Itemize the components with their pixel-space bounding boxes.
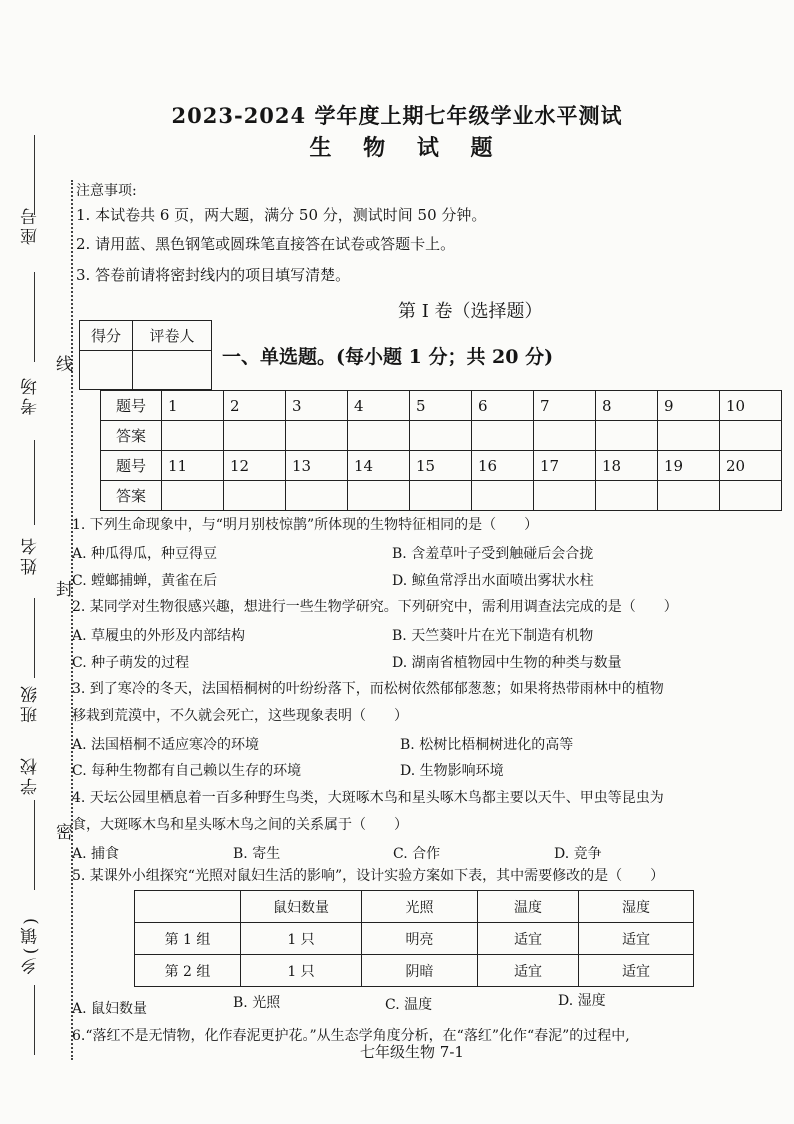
grid-qnum: 20 bbox=[720, 451, 782, 481]
notice-item-2: 2. 请用蓝、黑色钢笔或圆珠笔直接答在试卷或答题卡上。 bbox=[76, 235, 456, 253]
exp-cell: 明亮 bbox=[362, 923, 478, 955]
grid-qnum: 6 bbox=[472, 391, 534, 421]
answer-cell[interactable] bbox=[162, 481, 224, 511]
name-rule bbox=[34, 440, 35, 525]
question-4-line-2: 食，大斑啄木鸟和星头啄木鸟之间的关系属于（ ） bbox=[72, 817, 408, 833]
question-3-line-2: 移栽到荒漠中，不久就会死亡，这些现象表明（ ） bbox=[72, 708, 408, 724]
answer-cell[interactable] bbox=[658, 421, 720, 451]
grid-answer-row-1 bbox=[101, 421, 782, 451]
q3-option-c: C. 每种生物都有自己赖以生存的环境 bbox=[72, 763, 302, 779]
exp-header: 温度 bbox=[478, 891, 579, 923]
answer-cell[interactable] bbox=[534, 481, 596, 511]
grid-qnum: 1 bbox=[162, 391, 224, 421]
exp-header: 湿度 bbox=[579, 891, 694, 923]
exp-cell: 第 1 组 bbox=[135, 923, 241, 955]
q1-option-b: B. 含羞草叶子受到触碰后会合拢 bbox=[392, 546, 594, 562]
experiment-row bbox=[135, 955, 694, 987]
grid-qnum: 17 bbox=[534, 451, 596, 481]
q2-option-b: B. 天竺葵叶片在光下制造有机物 bbox=[392, 628, 594, 644]
grader-label: 评卷人 bbox=[133, 321, 212, 351]
grid-qnum: 14 bbox=[348, 451, 410, 481]
grid-alabel: 答案 bbox=[101, 481, 162, 511]
question-3-line-1: 3. 到了寒冷的冬天，法国梧桐树的叶纷纷落下，而松树依然郁郁葱葱；如果将热带雨林中的植物 bbox=[72, 681, 664, 697]
q2-option-d: D. 湖南省植物园中生物的种类与数量 bbox=[392, 655, 622, 671]
exp-header: 鼠妇数量 bbox=[241, 891, 362, 923]
answer-cell[interactable] bbox=[596, 421, 658, 451]
score-cell[interactable] bbox=[80, 351, 133, 390]
answer-cell[interactable] bbox=[658, 481, 720, 511]
answer-cell[interactable] bbox=[162, 421, 224, 451]
grid-qnum-row-1 bbox=[101, 391, 782, 421]
exp-cell: 1 只 bbox=[241, 955, 362, 987]
grid-qnum: 7 bbox=[534, 391, 596, 421]
seat-label: 座号 bbox=[21, 205, 41, 245]
grader-cell[interactable] bbox=[133, 351, 212, 390]
grid-qnum: 5 bbox=[410, 391, 472, 421]
notice-heading: 注意事项: bbox=[76, 183, 137, 199]
answer-cell[interactable] bbox=[472, 481, 534, 511]
grid-qlabel: 题号 bbox=[101, 451, 162, 481]
exp-cell: 适宜 bbox=[579, 923, 694, 955]
grid-qnum-row-2 bbox=[101, 451, 782, 481]
grid-qnum: 12 bbox=[224, 451, 286, 481]
q1-option-a: A. 种瓜得瓜，种豆得豆 bbox=[72, 546, 218, 562]
exam-title: 2023-2024 学年度上期七年级学业水平测试 bbox=[171, 103, 623, 128]
exp-cell: 1 只 bbox=[241, 923, 362, 955]
q5-option-d: D. 湿度 bbox=[558, 993, 606, 1009]
answer-cell[interactable] bbox=[534, 421, 596, 451]
part-title: 一、单选题。(每小题 1 分；共 20 分) bbox=[222, 346, 554, 368]
answer-cell[interactable] bbox=[224, 421, 286, 451]
class-rule bbox=[34, 598, 35, 678]
school-label: 学校 bbox=[21, 755, 41, 795]
answer-cell[interactable] bbox=[348, 421, 410, 451]
answer-cell[interactable] bbox=[286, 421, 348, 451]
q4-option-c: C. 合作 bbox=[393, 846, 441, 862]
grid-qnum: 2 bbox=[224, 391, 286, 421]
section-title: 第 I 卷（选择题） bbox=[398, 301, 543, 322]
exp-cell: 阴暗 bbox=[362, 955, 478, 987]
score-box bbox=[79, 320, 212, 390]
grid-qnum: 9 bbox=[658, 391, 720, 421]
question-6: 6.“落红不是无情物，化作春泥更护花。”从生态学角度分析，在“落红”化作“春泥”的过程中, bbox=[72, 1028, 630, 1044]
grid-qnum: 11 bbox=[162, 451, 224, 481]
name-label: 姓名 bbox=[21, 535, 41, 575]
score-label: 得分 bbox=[80, 321, 133, 351]
answer-cell[interactable] bbox=[472, 421, 534, 451]
q5-option-a: A. 鼠妇数量 bbox=[72, 1001, 148, 1017]
answer-cell[interactable] bbox=[286, 481, 348, 511]
experiment-table bbox=[134, 890, 694, 987]
seal-close-char: 密 bbox=[56, 823, 73, 843]
grid-alabel: 答案 bbox=[101, 421, 162, 451]
grid-qnum: 15 bbox=[410, 451, 472, 481]
q5-option-b: B. 光照 bbox=[233, 995, 281, 1011]
q5-option-c: C. 温度 bbox=[385, 997, 433, 1013]
q3-option-a: A. 法国梧桐不适应寒冷的环境 bbox=[72, 737, 260, 753]
answer-cell[interactable] bbox=[410, 421, 472, 451]
exp-cell: 适宜 bbox=[579, 955, 694, 987]
q3-option-d: D. 生物影响环境 bbox=[400, 763, 504, 779]
q3-option-b: B. 松树比梧桐树进化的高等 bbox=[400, 737, 574, 753]
exp-header bbox=[135, 891, 241, 923]
page-footer: 七年级生物 7-1 bbox=[360, 1043, 464, 1061]
q4-option-b: B. 寄生 bbox=[233, 846, 281, 862]
answer-cell[interactable] bbox=[596, 481, 658, 511]
q1-option-d: D. 鲸鱼常浮出水面喷出雾状水柱 bbox=[392, 573, 594, 589]
answer-cell[interactable] bbox=[348, 481, 410, 511]
grid-qnum: 13 bbox=[286, 451, 348, 481]
exp-header: 光照 bbox=[362, 891, 478, 923]
question-4-line-1: 4. 天坛公园里栖息着一百多种野生鸟类，大斑啄木鸟和星头啄木鸟都主要以天牛、甲虫等昆虫为 bbox=[72, 790, 664, 806]
question-5: 5. 某课外小组探究“光照对鼠妇生活的影响”，设计实验方案如下表，其中需要修改的是（ ） bbox=[72, 868, 665, 884]
q4-option-d: D. 竞争 bbox=[554, 846, 602, 862]
seal-seal-char: 封 bbox=[56, 580, 73, 600]
notice-item-3: 3. 答卷前请将密封线内的项目填写清楚。 bbox=[76, 266, 351, 284]
grid-qnum: 16 bbox=[472, 451, 534, 481]
grid-qnum: 4 bbox=[348, 391, 410, 421]
seal-line-char: 线 bbox=[56, 355, 73, 375]
exp-cell: 适宜 bbox=[478, 923, 579, 955]
exam-subtitle: 生 物 试 题 bbox=[309, 135, 505, 161]
grid-qnum: 10 bbox=[720, 391, 782, 421]
q2-option-a: A. 草履虫的外形及内部结构 bbox=[72, 628, 246, 644]
grid-qlabel: 题号 bbox=[101, 391, 162, 421]
exp-cell: 适宜 bbox=[478, 955, 579, 987]
school-rule bbox=[34, 800, 35, 890]
grid-answer-row-2 bbox=[101, 481, 782, 511]
exp-cell: 第 2 组 bbox=[135, 955, 241, 987]
experiment-row bbox=[135, 923, 694, 955]
notice-item-1: 1. 本试卷共 6 页，两大题，满分 50 分，测试时间 50 分钟。 bbox=[76, 206, 487, 224]
answer-cell[interactable] bbox=[224, 481, 286, 511]
question-2: 2. 某同学对生物很感兴趣，想进行一些生物学研究。下列研究中，需利用调查法完成的是（ ） bbox=[72, 599, 678, 615]
answer-grid bbox=[100, 390, 782, 511]
binding-dotted-line bbox=[71, 180, 73, 1060]
room-rule bbox=[34, 272, 35, 362]
grid-qnum: 18 bbox=[596, 451, 658, 481]
answer-cell[interactable] bbox=[720, 421, 782, 451]
room-label: 考场 bbox=[21, 375, 41, 415]
grid-qnum: 3 bbox=[286, 391, 348, 421]
class-label: 班级 bbox=[21, 683, 41, 723]
q2-option-c: C. 种子萌发的过程 bbox=[72, 655, 190, 671]
answer-cell[interactable] bbox=[720, 481, 782, 511]
experiment-header-row bbox=[135, 891, 694, 923]
question-1: 1. 下列生命现象中，与“明月别枝惊鹊”所体现的生物特征相同的是（ ） bbox=[72, 517, 539, 533]
q1-option-c: C. 螳螂捕蝉，黄雀在后 bbox=[72, 573, 218, 589]
grid-qnum: 19 bbox=[658, 451, 720, 481]
town-label: 乡(镇) bbox=[21, 915, 41, 975]
q4-option-a: A. 捕食 bbox=[72, 846, 120, 862]
answer-cell[interactable] bbox=[410, 481, 472, 511]
grid-qnum: 8 bbox=[596, 391, 658, 421]
